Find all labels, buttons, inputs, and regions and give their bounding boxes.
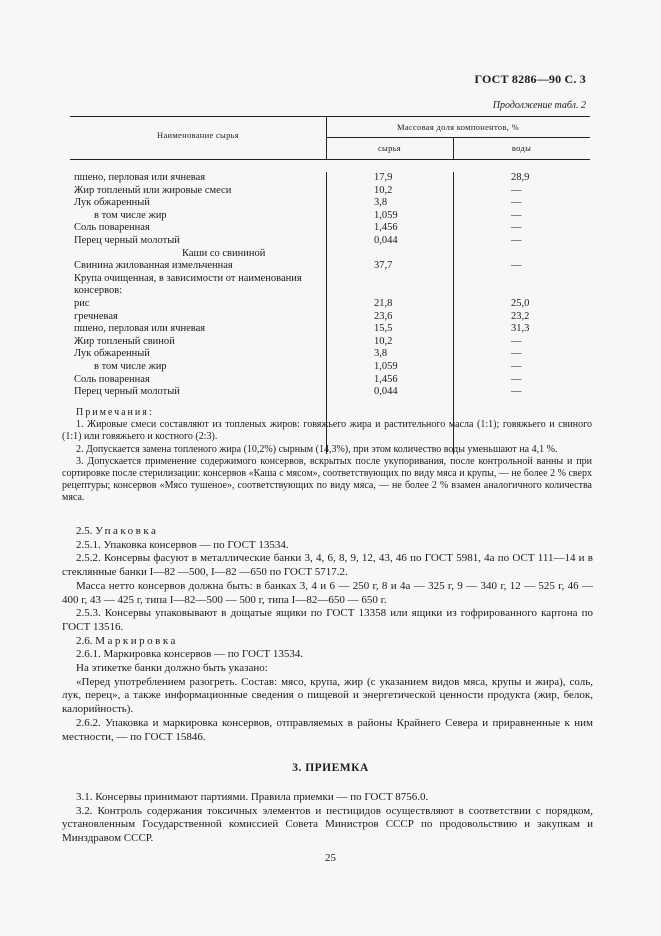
clause-2-6-2: 2.6.2. Упаковка и маркировка консервов, отправляемых в районы Крайнего Севера и приравненные к ним местности, — по ГОСТ 15846. [62, 716, 593, 743]
row-raw: 1,456 [374, 222, 398, 234]
packaging-marking-sections [62, 525, 593, 744]
table-row [70, 348, 590, 361]
clause-3-1: 3.1. Консервы принимают партиями. Правила приемки — по ГОСТ 8756.0. [76, 791, 429, 803]
section-number: 2.5. [76, 525, 93, 537]
row-water: — [511, 335, 522, 347]
note-3: 3. Допускается применение содержимого консервов, вскрытых после укупоривания, после контрольной ванны и при сортировке после стерилизации: консервов «Каша с мясом», соответствующих по виду мяса и крупы, — не более 2 % сверх рецептуры; консервов «Мясо тушеное», соответствующих по виду мяса, — не более 2 % взамен аналогичного количества мяса. [62, 455, 592, 504]
row-name: Лук обжаренный [74, 348, 150, 360]
row-raw: 1,059 [374, 209, 398, 221]
label-text: «Перед употреблением разогреть. Состав: мясо, крупа, жир (с указанием видов мяса, крупы и жира), соль, лук, перец», а также информационные сведения о пищевой и энергетической ценности продукта (жир, белок, калорийность). [62, 675, 593, 716]
row-water: — [511, 386, 522, 398]
row-name: Жир топленый свиной [74, 335, 175, 347]
table-row [70, 311, 590, 324]
page-header: ГОСТ 8286—90 С. 3 [474, 72, 586, 86]
row-name: Жир топленый или жировые смеси [74, 184, 232, 196]
row-raw: 3,8 [374, 348, 388, 360]
row-raw: 1,456 [374, 373, 398, 385]
row-raw: 10,2 [374, 335, 393, 347]
header-name: Наименование сырья [70, 117, 327, 159]
notes-title: Примечания: [76, 407, 154, 418]
row-raw: 21,8 [374, 297, 393, 309]
section-2-5-heading [62, 525, 593, 539]
clause-2-5-2: 2.5.2. Консервы фасуют в металлические банки 3, 4, 6, 8, 9, 12, 43, 46 по ГОСТ 5981, 4а по ОСТ 111—14 и в стеклянные банки I—82 —500, I—82 —650 по ГОСТ 5717.2. [62, 552, 593, 579]
table-row [70, 298, 590, 311]
table-subheading-row [70, 248, 590, 261]
row-water: — [511, 209, 522, 221]
table-body [70, 172, 590, 399]
row-raw: 3,8 [374, 197, 388, 209]
row-name: Перец черный молотый [74, 386, 180, 398]
row-water: 25,0 [511, 297, 530, 309]
row-name: пшено, перловая или ячневая [74, 172, 206, 183]
table-row [70, 273, 590, 298]
row-water: 23,2 [511, 310, 530, 322]
row-water: — [511, 360, 522, 372]
section-3-heading: 3. ПРИЕМКА [292, 762, 369, 774]
row-raw [326, 248, 453, 261]
row-name: Соль поваренная [74, 222, 150, 234]
row-name: Лук обжаренный [74, 197, 150, 209]
note-2: 2. Допускается замена топленого жира (10,2%) сырным (14,3%), при этом количество воды уменьшают на 4,1 %. [76, 443, 558, 455]
acceptance-section [62, 791, 593, 846]
table-row [70, 323, 590, 336]
row-water: — [511, 260, 522, 272]
section-number: 2.6. [76, 634, 93, 647]
header-mass-fraction: Массовая доля компонентов, % [326, 117, 590, 138]
note-1: 1. Жировые смеси составляют из топленых жиров: говяжьего жира и растительного масла (1:1); говяжьего и свиного (1:1) или говяжьего и костного (2:3). [62, 419, 592, 443]
row-raw: 0,044 [374, 386, 398, 398]
table-row [70, 197, 590, 210]
header-water: воды [511, 143, 532, 153]
row-water [453, 248, 590, 261]
row-raw [326, 273, 453, 298]
row-water: — [511, 234, 522, 246]
clause-3-2: 3.2. Контроль содержания токсичных элементов и пестицидов осуществляют в соответствии с порядком, установленным Государственной комиссией Совета Министров СССР по продовольствию и закупкам и Минздравом СССР. [62, 804, 593, 845]
clause-2-6-1: 2.6.1. Маркировка консервов — по ГОСТ 13534. [76, 648, 304, 661]
page-number: 25 [325, 852, 336, 864]
row-raw: 17,9 [374, 172, 393, 183]
row-water: 31,3 [511, 323, 530, 335]
row-name: в том числе жир [94, 209, 167, 221]
row-water [453, 273, 590, 298]
table-row [70, 222, 590, 235]
row-name: рис [74, 297, 90, 309]
table-row [70, 361, 590, 374]
row-water: — [511, 373, 522, 385]
section-title: Маркировка [95, 634, 178, 647]
table-row [70, 374, 590, 387]
table-continuation-label: Продолжение табл. 2 [492, 100, 586, 111]
table-header [70, 116, 590, 160]
table-row [70, 260, 590, 273]
row-name: Свинина жилованная измельченная [74, 260, 233, 272]
row-name: Крупа очищенная, в зависимости от наименования консервов: [74, 272, 302, 297]
row-raw: 0,044 [374, 234, 398, 246]
table-row [70, 172, 590, 185]
row-raw: 1,059 [374, 360, 398, 372]
row-name: гречневая [74, 310, 118, 322]
table-row [70, 210, 590, 223]
table-row [70, 336, 590, 349]
table-row [70, 235, 590, 248]
row-raw: 10,2 [374, 184, 393, 196]
row-subheading: Каши со свининой [182, 247, 266, 259]
row-water: 28,9 [511, 172, 530, 183]
row-water: — [511, 348, 522, 360]
section-title: Упаковка [95, 525, 159, 537]
table-row [70, 386, 590, 399]
row-raw: 15,5 [374, 323, 393, 335]
composition-table [70, 116, 590, 399]
row-name: в том числе жир [94, 360, 167, 372]
clause-2-5-3: 2.5.3. Консервы упаковывают в дощатые ящики по ГОСТ 13358 или ящики из гофрированного картона по ГОСТ 13516. [62, 607, 593, 633]
header-raw: сырья [326, 137, 454, 159]
row-raw: 37,7 [374, 260, 393, 272]
row-water: — [511, 222, 522, 234]
row-name: Соль поваренная [74, 373, 150, 385]
label-intro: На этикетке банки должно быть указано: [76, 662, 268, 675]
row-water: — [511, 197, 522, 209]
clause-2-5-1: 2.5.1. Упаковка консервов — по ГОСТ 13534. [76, 538, 289, 551]
row-raw: 23,6 [374, 310, 393, 322]
row-name: Перец черный молотый [74, 234, 180, 246]
section-2-6-heading [62, 635, 593, 649]
table-row [70, 185, 590, 198]
notes-block [62, 407, 592, 505]
row-water: — [511, 184, 522, 196]
net-mass-paragraph: Масса нетто консервов должна быть: в банках 3, 4 и 6 — 250 г, 8 и 4а — 325 г, 9 — 340 г, 12 — 525 г, 46 — 400 г, 43 — 425 г, типа I—82—500 — 500 г, типа I—82—650 — 650 г. [62, 579, 593, 606]
row-name: пшено, перловая или ячневая [74, 323, 206, 335]
